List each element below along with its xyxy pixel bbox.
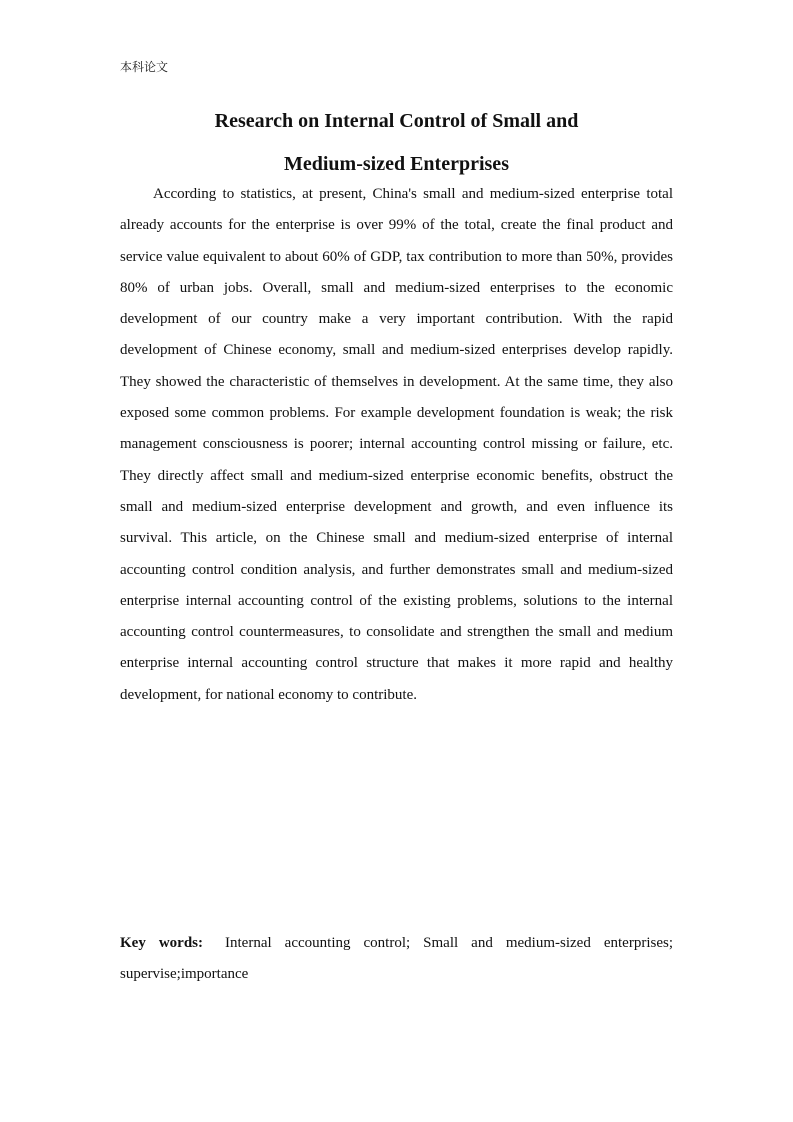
keywords-label: Key words: [120,935,204,951]
page-title [120,100,673,186]
title-line-2: Medium-sized Enterprises [284,153,509,175]
keywords-section [120,928,673,991]
keywords-text: Internal accounting control; Small and medium-sized enterprises; supervise;importance [120,935,673,983]
title-line-1: Research on Internal Control of Small and [214,110,579,132]
abstract-paragraph: According to statistics, at present, China's small and medium-sized enterprise total already accounts for the enterprise is over 99% of the total, create the final product and service value equivalent to about 60% of GDP, tax contribution to more than 50%, provides 80% of urban jobs. Overall, small and medium-sized enterprises to the economic development of our country make a very important contribution. With the rapid development of Chinese economy, small and medium-sized enterprises develop rapidly. They showed the characteristic of themselves in development. At the same time, they also exposed some common problems. For example development foundation is weak; the risk management consciousness is poorer; internal accounting control missing or failure, etc. They directly affect small and medium-sized enterprise economic benefits, obstruct the small and medium-sized enterprise development and growth, and even influence its survival. This article, on the Chinese small and medium-sized enterprise of internal accounting control condition analysis, and further demonstrates small and medium-sized enterprise internal accounting control of the existing problems, solutions to the internal accounting control countermeasures, to consolidate and strengthen the small and medium enterprise internal accounting control structure that makes it more rapid and healthy development, for national economy to contribute. [120,186,673,703]
running-header: 本科论文 [120,60,169,74]
